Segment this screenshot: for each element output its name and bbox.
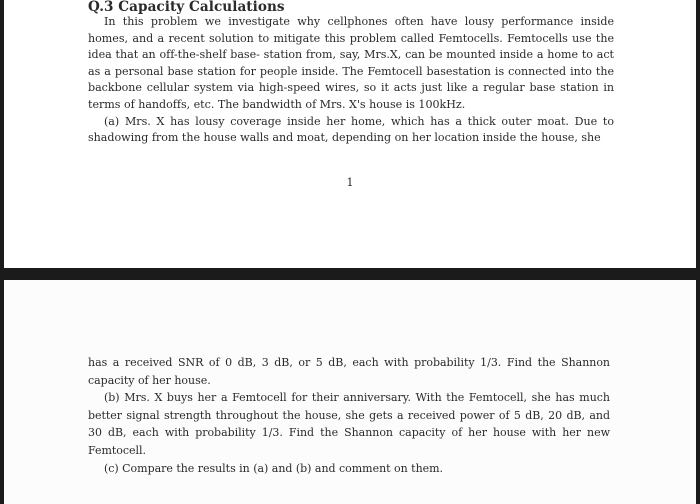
page-number: 1 <box>346 176 354 189</box>
part-a-paragraph-start: (a) Mrs. X has lousy coverage inside her home, which has a thick outer moat. Due to shadowing from the house walls and moat, depending on her location inside the house, she <box>88 114 614 145</box>
question-title: Q.3 Capacity Calculations <box>88 0 285 15</box>
document-page-bottom <box>4 280 696 504</box>
part-b-paragraph: (b) Mrs. X buys her a Femtocell for their anniversary. With the Femtocell, she has much better signal strength throughout the house, she gets a received power of 5 dB, 20 dB, and 30 dB, each with probability 1/3. Find the Shannon capacity of her house with her new Femtocell. <box>88 391 610 457</box>
document-page-top <box>4 0 696 268</box>
intro-paragraph: In this problem we investigate why cellphones often have lousy performance inside homes, and a recent solution to mitigate this problem called Femtocells. Femtocells use the idea that an off-the-shelf base- station from, say, Mrs.X, can be mounted inside a home to act as a personal base station for people inside. The Femtocell basestation is connected into the backbone cellular system via high-speed wires, so it acts just like a regular base station in terms of handoffs, etc. The bandwidth of Mrs. X's house is 100kHz. <box>88 15 614 111</box>
part-a-paragraph-end: has a received SNR of 0 dB, 3 dB, or 5 dB, each with probability 1/3. Find the Shannon capacity of her house. <box>88 356 610 387</box>
part-c-paragraph: (c) Compare the results in (a) and (b) and comment on them. <box>104 461 444 475</box>
